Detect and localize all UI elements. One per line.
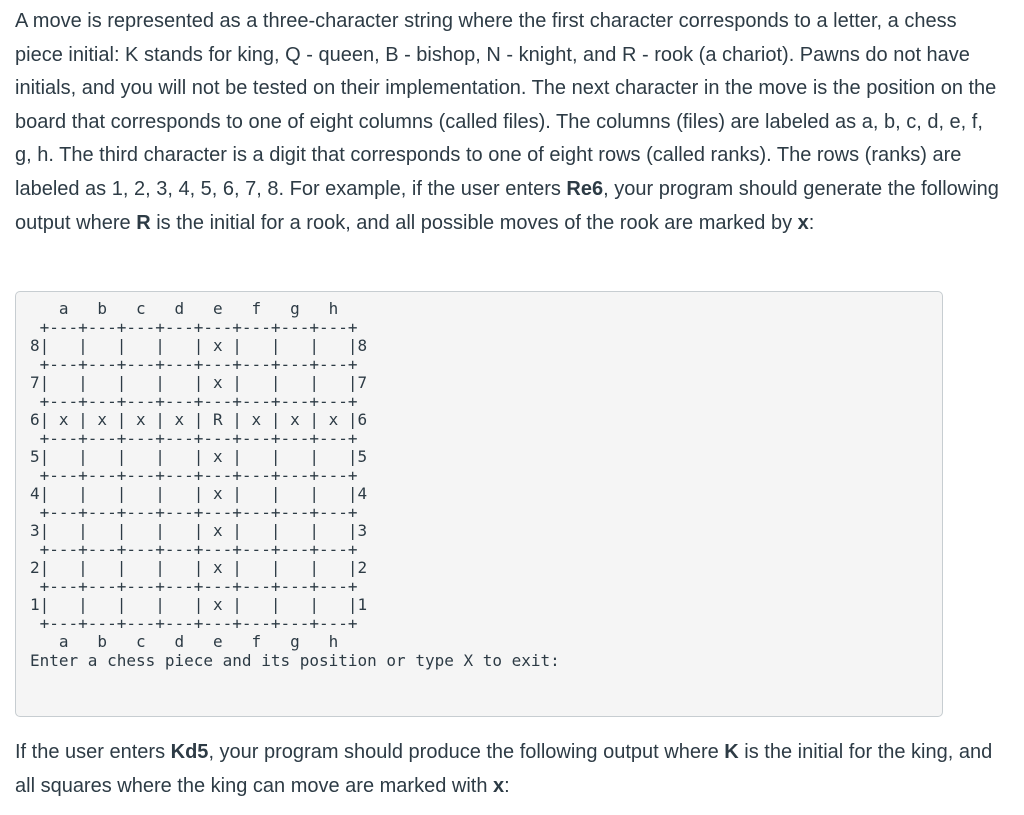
board-line: +---+---+---+---+---+---+---+---+ (30, 391, 358, 411)
board-line: 5| | | | | x | | | |5 (30, 447, 368, 466)
intro-text-2: , your program should generate the following output where (15, 177, 999, 234)
board-line: +---+---+---+---+---+---+---+---+ (30, 354, 358, 374)
intro-text-3: is the initial for a rook, and all possible moves of the rook are marked by (150, 211, 798, 234)
example-move-re6: Re6 (566, 177, 604, 200)
king-text-1: If the user enters (15, 741, 171, 763)
board-line: +---+---+---+---+---+---+---+---+ (30, 317, 358, 337)
board-line: 2| | | | | x | | | |2 (30, 558, 368, 577)
move-marker-x: x (797, 211, 809, 234)
board-line: +---+---+---+---+---+---+---+---+ (30, 576, 358, 596)
intro-text-4: : (808, 211, 815, 234)
board-line: +---+---+---+---+---+---+---+---+ (30, 502, 358, 522)
king-text-3: is the initial for the king, and all squares where the king can move are marked with (15, 741, 993, 797)
console-output-box (15, 291, 943, 717)
king-initial: K (724, 741, 739, 763)
king-paragraph (15, 736, 1005, 803)
board-line: 1| | | | | x | | | |1 (30, 595, 368, 614)
console-prompt: Enter a chess piece and its position or type X to exit: (30, 650, 560, 670)
rook-initial: R (136, 211, 151, 234)
board-line: +---+---+---+---+---+---+---+---+ (30, 613, 358, 633)
king-move-marker-x: x (493, 774, 505, 797)
intro-text-1: A move is represented as a three-character string where the first character corresponds to a letter, a chess piece initial: K stands for king, Q - queen, B - bishop, N - knight, and R - rook (a chariot). Pawns do not have initials, and you will not be tested on their implementation. The next character in the move is the position on the board that corresponds to one of eight columns (called files). The columns (files) are labeled as a, b, c, d, e, f, g, h. The third character is a digit that corresponds to one of eight rows (called ranks). The rows (ranks) are labeled as 1, 2, 3, 4, 5, 6, 7, 8. For example, if the user enters (15, 10, 997, 200)
board-line: 6| x | x | x | x | R | x | x | x |6 (30, 410, 368, 429)
board-line: a b c d e f g h (30, 299, 339, 318)
example-move-kd5: Kd5 (170, 741, 209, 763)
board-line: +---+---+---+---+---+---+---+---+ (30, 465, 358, 485)
board-line: 8| | | | | x | | | |8 (30, 336, 368, 355)
king-text-2: , your program should produce the following output where (208, 741, 725, 763)
board-line: 7| | | | | x | | | |7 (30, 373, 368, 392)
board-line: 4| | | | | x | | | |4 (30, 484, 368, 503)
console-output (30, 300, 560, 670)
intro-paragraph (15, 5, 1005, 240)
board-line: +---+---+---+---+---+---+---+---+ (30, 428, 358, 448)
board-line: a b c d e f g h (30, 632, 339, 651)
board-line: 3| | | | | x | | | |3 (30, 521, 368, 540)
king-text-4: : (504, 774, 510, 797)
board-line: +---+---+---+---+---+---+---+---+ (30, 539, 358, 559)
